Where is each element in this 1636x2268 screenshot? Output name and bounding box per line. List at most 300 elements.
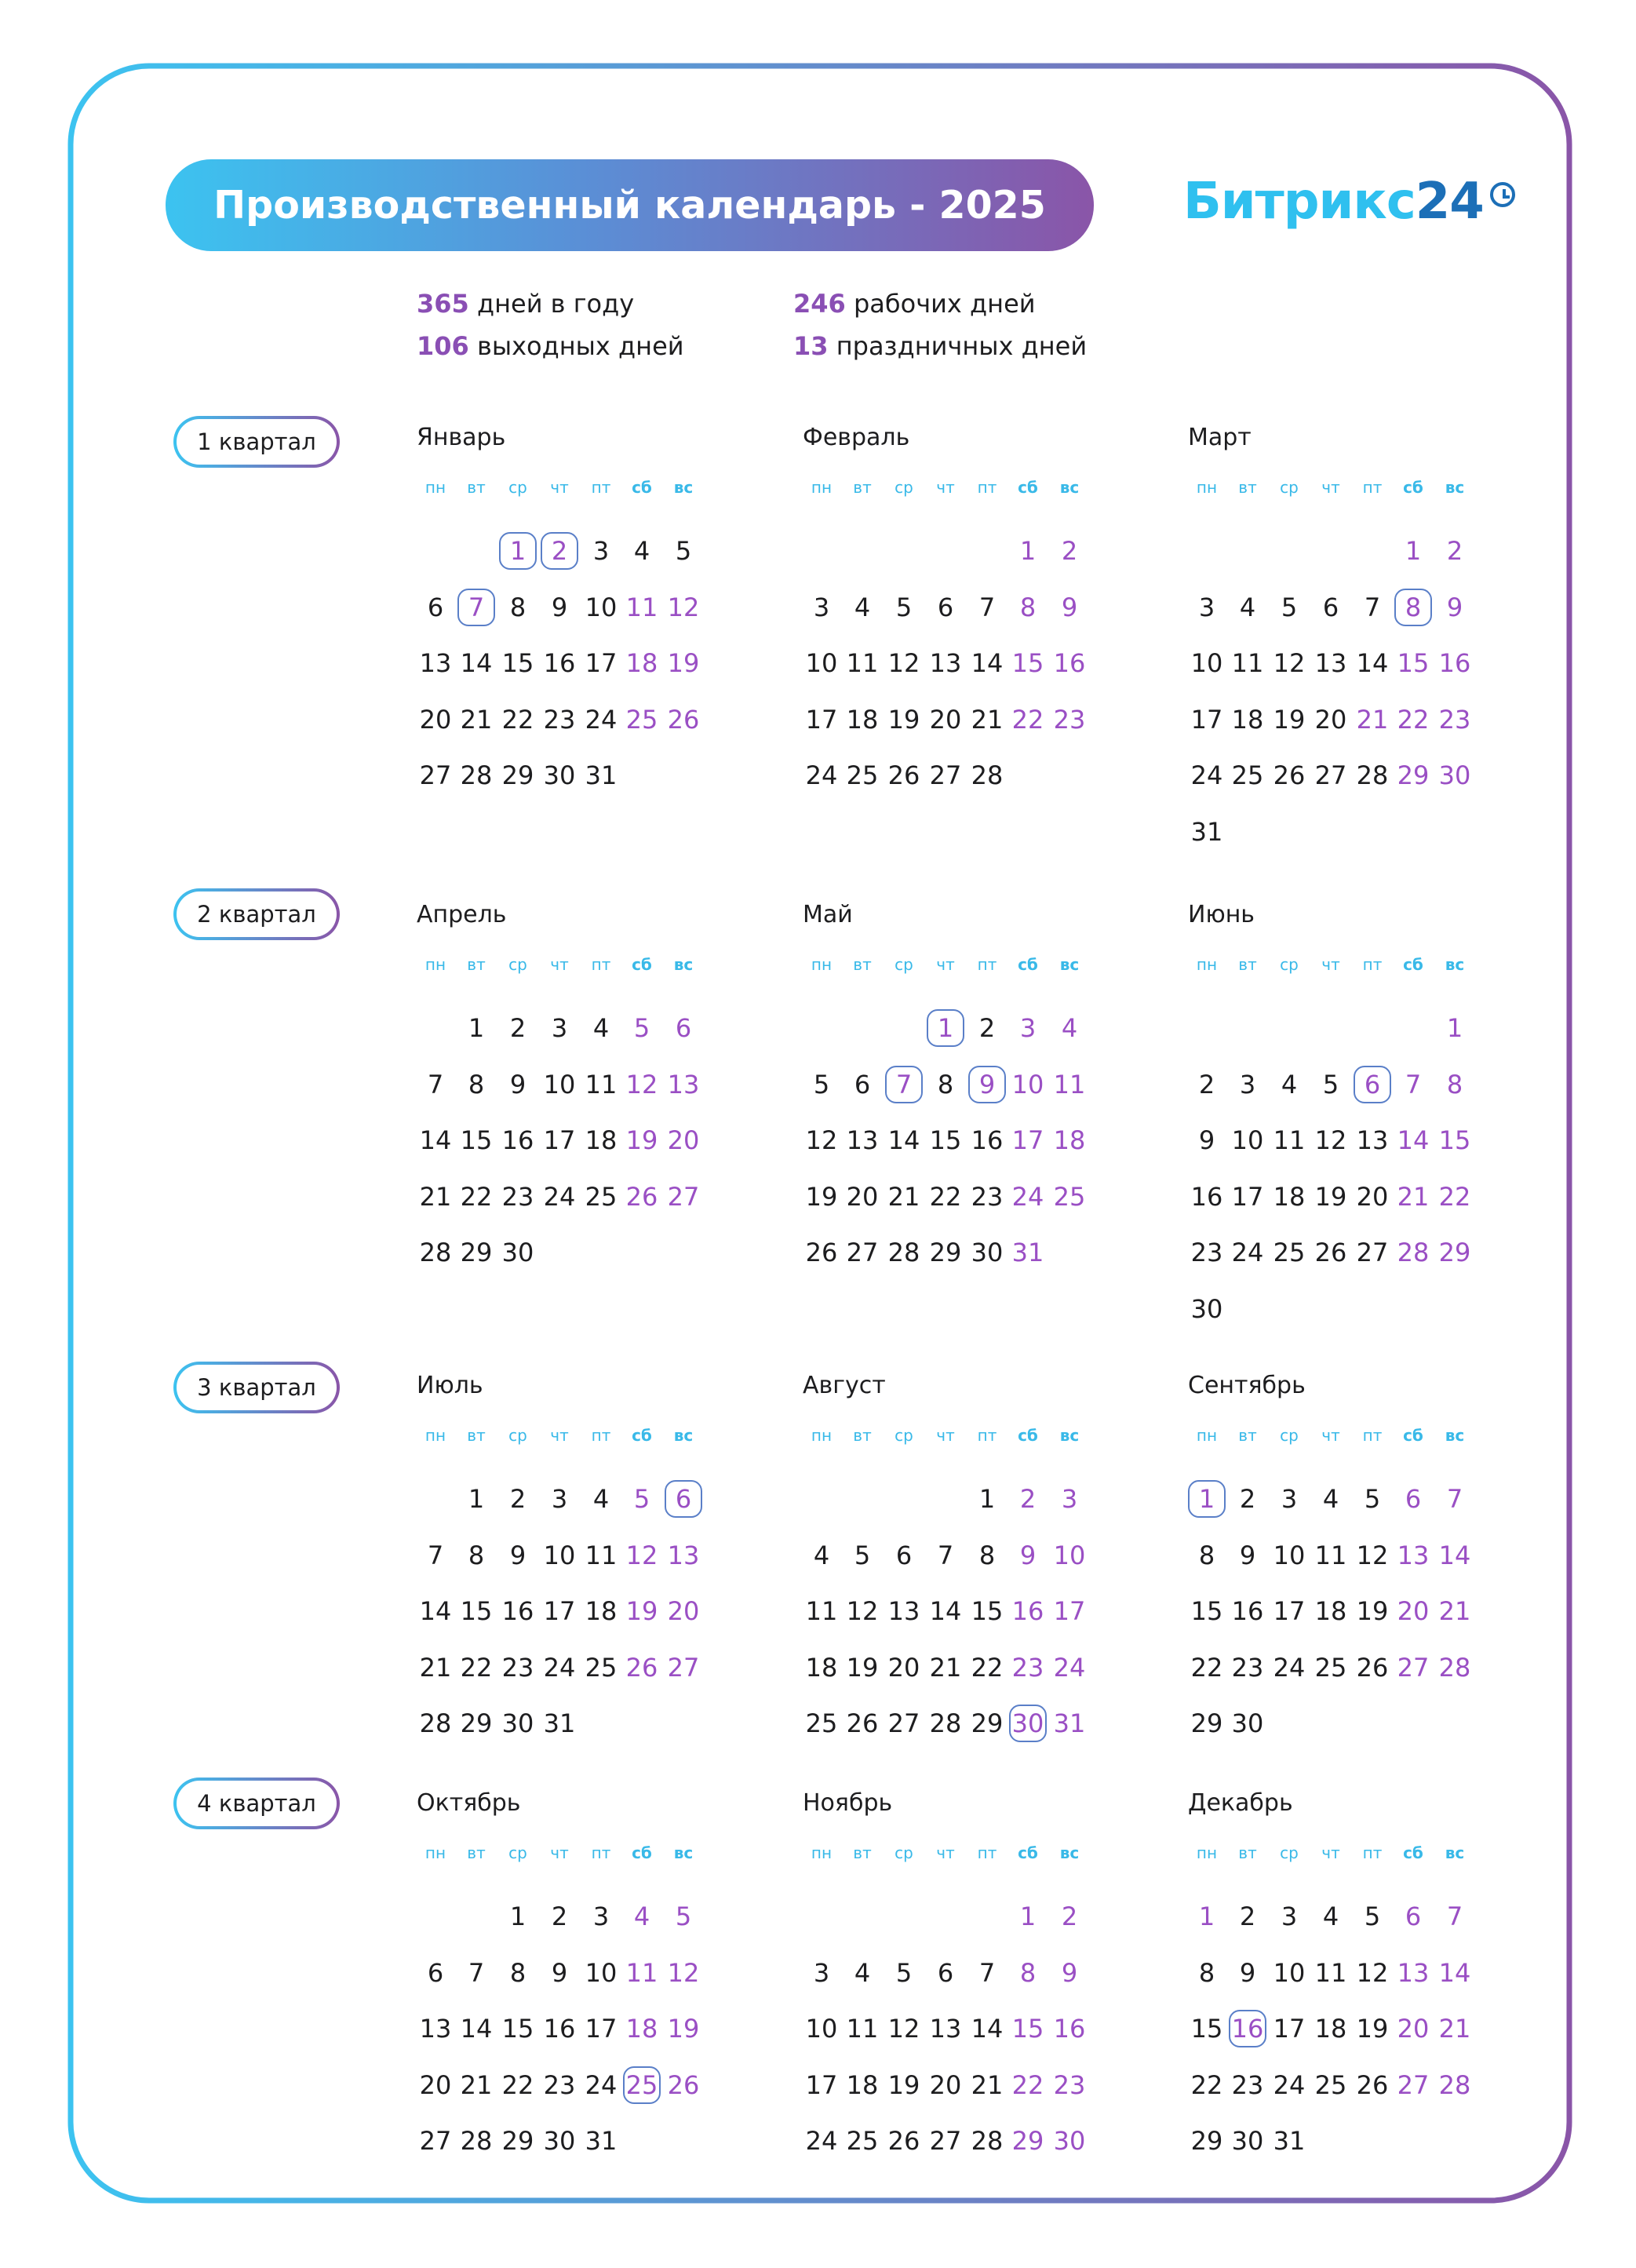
weekday-header: чт bbox=[1321, 955, 1340, 974]
calendar-day: 17 bbox=[805, 704, 838, 735]
calendar-day: 3 bbox=[813, 592, 830, 622]
calendar-day: 30 bbox=[501, 1238, 534, 1267]
calendar-day: 18 bbox=[1231, 704, 1264, 735]
month-name: Январь bbox=[417, 424, 506, 451]
weekday-header: чт bbox=[936, 478, 955, 497]
calendar-day: 29 bbox=[1397, 760, 1430, 790]
calendar-day: 22 bbox=[929, 1181, 962, 1212]
calendar-day: 9 bbox=[509, 1069, 527, 1099]
calendar-day: 11 bbox=[1053, 1069, 1086, 1099]
calendar-day: 24 bbox=[1053, 1652, 1086, 1683]
bitrix24-logo bbox=[1183, 174, 1515, 229]
weekday-header: ср bbox=[895, 1843, 913, 1862]
calendar-day: 9 bbox=[551, 1957, 568, 1988]
calendar-day: 9 bbox=[1239, 1540, 1256, 1570]
calendar-day: 18 bbox=[1273, 1181, 1306, 1212]
calendar-day: 5 bbox=[633, 1484, 650, 1514]
calendar-day: 14 bbox=[460, 648, 493, 678]
calendar-day: 25 bbox=[625, 2069, 658, 2100]
calendar-day: 26 bbox=[667, 704, 700, 735]
calendar-day: 4 bbox=[854, 1957, 871, 1988]
weekday-header: вт bbox=[853, 955, 872, 974]
month-name: Июль bbox=[417, 1372, 483, 1399]
calendar-day: 26 bbox=[625, 1652, 658, 1683]
calendar-day: 10 bbox=[543, 1540, 576, 1570]
calendar-day: 7 bbox=[1446, 1484, 1463, 1514]
calendar-day: 24 bbox=[1231, 1238, 1264, 1267]
calendar-day: 12 bbox=[1273, 648, 1306, 678]
calendar-day: 25 bbox=[846, 2126, 879, 2156]
calendar-day: 21 bbox=[1438, 1596, 1471, 1626]
calendar-day: 5 bbox=[895, 1957, 913, 1988]
calendar-day: 27 bbox=[1397, 1652, 1430, 1683]
calendar-day: 22 bbox=[1397, 704, 1430, 735]
calendar-day: 24 bbox=[1273, 1652, 1306, 1683]
weekday-header: вт bbox=[853, 1843, 872, 1862]
calendar-day: 14 bbox=[460, 2014, 493, 2044]
calendar-day: 28 bbox=[1397, 1238, 1430, 1267]
calendar-day: 5 bbox=[1364, 1902, 1381, 1931]
calendar-day: 30 bbox=[501, 1708, 534, 1738]
weekday-header: ср bbox=[508, 1843, 527, 1862]
calendar-day: 23 bbox=[543, 704, 576, 735]
calendar-day: 23 bbox=[543, 2069, 576, 2100]
calendar-day: 17 bbox=[1273, 2014, 1306, 2044]
calendar-day: 18 bbox=[625, 648, 658, 678]
calendar-day: 23 bbox=[1053, 704, 1086, 735]
calendar-day: 1 bbox=[1019, 536, 1037, 566]
calendar-day: 9 bbox=[1061, 1957, 1078, 1988]
calendar-day: 10 bbox=[1190, 648, 1223, 678]
stat-label: праздничных дней bbox=[836, 331, 1088, 361]
calendar-day: 2 bbox=[551, 536, 568, 566]
calendar-day: 29 bbox=[1438, 1238, 1471, 1267]
calendar-day: 20 bbox=[887, 1652, 920, 1683]
calendar-day: 9 bbox=[1198, 1125, 1215, 1155]
calendar-day: 20 bbox=[1314, 704, 1347, 735]
weekday-header: сб bbox=[632, 1426, 652, 1445]
weekday-header: чт bbox=[1321, 1843, 1340, 1862]
calendar-day: 18 bbox=[805, 1652, 838, 1683]
calendar-day: 3 bbox=[1061, 1484, 1078, 1514]
calendar-day: 28 bbox=[1438, 2069, 1471, 2100]
calendar-day: 27 bbox=[1314, 760, 1347, 790]
weekday-header: ср bbox=[895, 1426, 913, 1445]
calendar-day: 16 bbox=[1053, 2014, 1086, 2044]
weekday-header: пт bbox=[1362, 478, 1383, 497]
calendar-day: 23 bbox=[1053, 2069, 1086, 2100]
calendar-day: 15 bbox=[1011, 2014, 1044, 2044]
calendar-day: 5 bbox=[895, 592, 913, 622]
weekday-header: вт bbox=[467, 955, 486, 974]
calendar-day: 19 bbox=[625, 1125, 658, 1155]
weekday-header: пт bbox=[591, 955, 611, 974]
calendar-day: 8 bbox=[509, 1957, 527, 1988]
calendar-day: 30 bbox=[543, 760, 576, 790]
calendar-day: 31 bbox=[1053, 1708, 1086, 1738]
calendar-day: 16 bbox=[543, 2014, 576, 2044]
calendar-day: 25 bbox=[1231, 760, 1264, 790]
calendar-day: 8 bbox=[1446, 1069, 1463, 1099]
calendar-day: 27 bbox=[667, 1652, 700, 1683]
calendar-day: 3 bbox=[1198, 592, 1215, 622]
calendar-day: 7 bbox=[978, 592, 996, 622]
calendar-day: 6 bbox=[1405, 1484, 1422, 1514]
calendar-day: 11 bbox=[1273, 1125, 1306, 1155]
stat-working-days bbox=[793, 289, 1036, 319]
calendar-day: 22 bbox=[1190, 2069, 1223, 2100]
calendar-day: 12 bbox=[887, 2014, 920, 2044]
weekday-header: сб bbox=[1018, 955, 1038, 974]
calendar-day: 27 bbox=[929, 760, 962, 790]
month-name: Сентябрь bbox=[1188, 1372, 1306, 1399]
weekday-header: сб bbox=[1403, 1843, 1423, 1862]
calendar-day: 3 bbox=[1281, 1484, 1298, 1514]
calendar-day: 19 bbox=[887, 2069, 920, 2100]
weekday-header: пт bbox=[977, 1426, 997, 1445]
calendar-day: 2 bbox=[1239, 1902, 1256, 1931]
weekday-header: чт bbox=[936, 955, 955, 974]
weekday-header: сб bbox=[632, 1843, 652, 1862]
weekday-header: сб bbox=[632, 955, 652, 974]
calendar-day: 21 bbox=[1438, 2014, 1471, 2044]
month-name: Май bbox=[803, 901, 853, 928]
calendar-day: 25 bbox=[805, 1708, 838, 1738]
calendar-day: 4 bbox=[592, 1013, 610, 1043]
calendar-day: 17 bbox=[1011, 1125, 1044, 1155]
calendar-day: 27 bbox=[667, 1181, 700, 1212]
weekday-header: пн bbox=[1196, 1843, 1218, 1862]
quarter-label: 4 квартал bbox=[173, 1778, 340, 1829]
calendar-day: 24 bbox=[805, 760, 838, 790]
calendar-day: 17 bbox=[805, 2069, 838, 2100]
calendar-day: 29 bbox=[460, 1238, 493, 1267]
weekday-header: вт bbox=[1238, 955, 1257, 974]
stat-label: рабочих дней bbox=[853, 289, 1036, 319]
calendar-day: 15 bbox=[971, 1596, 1004, 1626]
calendar-day: 24 bbox=[1190, 760, 1223, 790]
calendar-day: 23 bbox=[971, 1181, 1004, 1212]
calendar-day: 21 bbox=[419, 1181, 452, 1212]
page-title: Производственный календарь - 2025 bbox=[166, 159, 1094, 251]
stat-label: выходных дней bbox=[476, 331, 684, 361]
calendar-day: 26 bbox=[1314, 1238, 1347, 1267]
calendar-day: 29 bbox=[1190, 1708, 1223, 1738]
weekday-header: ср bbox=[1280, 955, 1299, 974]
calendar-day: 12 bbox=[625, 1069, 658, 1099]
calendar-day: 1 bbox=[978, 1484, 996, 1514]
calendar-day: 20 bbox=[846, 1181, 879, 1212]
weekday-header: пн bbox=[811, 955, 833, 974]
calendar-day: 6 bbox=[937, 1957, 954, 1988]
weekday-header: вт bbox=[467, 1426, 486, 1445]
calendar-day: 23 bbox=[1231, 2069, 1264, 2100]
calendar-day: 26 bbox=[805, 1238, 838, 1267]
calendar-day: 10 bbox=[1273, 1540, 1306, 1570]
calendar-day: 12 bbox=[887, 648, 920, 678]
calendar-day: 13 bbox=[929, 648, 962, 678]
calendar-day: 17 bbox=[585, 2014, 618, 2044]
calendar-day: 24 bbox=[1273, 2069, 1306, 2100]
calendar-day: 25 bbox=[1273, 1238, 1306, 1267]
calendar-day: 21 bbox=[419, 1652, 452, 1683]
calendar-day: 4 bbox=[592, 1484, 610, 1514]
calendar-day: 28 bbox=[460, 2126, 493, 2156]
calendar-day: 21 bbox=[971, 704, 1004, 735]
calendar-day: 16 bbox=[1053, 648, 1086, 678]
calendar-day: 6 bbox=[854, 1069, 871, 1099]
calendar-day: 7 bbox=[937, 1540, 954, 1570]
stat-number: 365 bbox=[417, 289, 469, 319]
month-name: Апрель bbox=[417, 901, 507, 928]
calendar-day: 22 bbox=[1190, 1652, 1223, 1683]
weekday-header: вс bbox=[1445, 478, 1465, 497]
calendar-day: 19 bbox=[1314, 1181, 1347, 1212]
calendar-day: 3 bbox=[592, 536, 610, 566]
calendar-day: 20 bbox=[1356, 1181, 1389, 1212]
calendar-day: 12 bbox=[625, 1540, 658, 1570]
calendar-day: 27 bbox=[1397, 2069, 1430, 2100]
calendar-day: 29 bbox=[971, 1708, 1004, 1738]
calendar-day: 26 bbox=[1273, 760, 1306, 790]
calendar-day: 4 bbox=[1322, 1902, 1339, 1931]
calendar-day: 28 bbox=[971, 2126, 1004, 2156]
calendar-day: 5 bbox=[1322, 1069, 1339, 1099]
calendar-day: 11 bbox=[625, 1957, 658, 1988]
logo-number: 24 bbox=[1415, 173, 1484, 231]
weekday-header: вс bbox=[1059, 478, 1080, 497]
calendar-day: 21 bbox=[460, 704, 493, 735]
calendar-day: 19 bbox=[625, 1596, 658, 1626]
weekday-header: вт bbox=[853, 1426, 872, 1445]
calendar-day: 22 bbox=[1438, 1181, 1471, 1212]
calendar-day: 13 bbox=[1314, 648, 1347, 678]
calendar-day: 24 bbox=[585, 704, 618, 735]
calendar-day: 21 bbox=[971, 2069, 1004, 2100]
calendar-day: 9 bbox=[1019, 1540, 1037, 1570]
calendar-day: 22 bbox=[460, 1652, 493, 1683]
calendar-day: 20 bbox=[419, 2069, 452, 2100]
calendar-day: 19 bbox=[667, 2014, 700, 2044]
calendar-day: 5 bbox=[854, 1540, 871, 1570]
calendar-day: 10 bbox=[1053, 1540, 1086, 1570]
calendar-day: 16 bbox=[1190, 1181, 1223, 1212]
weekday-header: сб bbox=[1018, 1843, 1038, 1862]
weekday-header: чт bbox=[1321, 1426, 1340, 1445]
calendar-day: 23 bbox=[1011, 1652, 1044, 1683]
calendar-day: 7 bbox=[1405, 1069, 1422, 1099]
calendar-day: 3 bbox=[551, 1013, 568, 1043]
calendar-day: 6 bbox=[675, 1484, 692, 1514]
calendar-day: 13 bbox=[846, 1125, 879, 1155]
calendar-day: 3 bbox=[1281, 1902, 1298, 1931]
weekday-header: ср bbox=[895, 478, 913, 497]
calendar-day: 19 bbox=[846, 1652, 879, 1683]
calendar-day: 4 bbox=[854, 592, 871, 622]
calendar-day: 13 bbox=[929, 2014, 962, 2044]
calendar-day: 29 bbox=[1011, 2126, 1044, 2156]
calendar-day: 3 bbox=[1019, 1013, 1037, 1043]
calendar-day: 16 bbox=[1231, 2014, 1264, 2044]
calendar-day: 26 bbox=[887, 760, 920, 790]
calendar-day: 15 bbox=[1438, 1125, 1471, 1155]
calendar-day: 28 bbox=[1356, 760, 1389, 790]
calendar-day: 7 bbox=[978, 1957, 996, 1988]
calendar-day: 6 bbox=[1405, 1902, 1422, 1931]
weekday-header: чт bbox=[936, 1843, 955, 1862]
weekday-header: вт bbox=[1238, 1843, 1257, 1862]
calendar-day: 17 bbox=[1273, 1596, 1306, 1626]
weekday-header: ср bbox=[1280, 478, 1299, 497]
weekday-header: пн bbox=[424, 478, 446, 497]
month-name: Июнь bbox=[1188, 901, 1255, 928]
weekday-header: вс bbox=[1059, 1843, 1080, 1862]
calendar-day: 4 bbox=[1061, 1013, 1078, 1043]
calendar-day: 16 bbox=[1438, 648, 1471, 678]
calendar-day: 10 bbox=[585, 1957, 618, 1988]
calendar-day: 9 bbox=[978, 1069, 996, 1099]
calendar-day: 24 bbox=[543, 1181, 576, 1212]
calendar-day: 15 bbox=[460, 1125, 493, 1155]
calendar-day: 7 bbox=[895, 1069, 913, 1099]
weekday-header: вт bbox=[467, 1843, 486, 1862]
weekday-header: вт bbox=[1238, 478, 1257, 497]
weekday-header: вс bbox=[1445, 1843, 1465, 1862]
weekday-header: ср bbox=[508, 1426, 527, 1445]
calendar-day: 20 bbox=[667, 1596, 700, 1626]
calendar-day: 21 bbox=[887, 1181, 920, 1212]
calendar-day: 8 bbox=[1198, 1540, 1215, 1570]
calendar-day: 20 bbox=[929, 2069, 962, 2100]
calendar-day: 17 bbox=[1231, 1181, 1264, 1212]
weekday-header: пн bbox=[811, 1426, 833, 1445]
calendar-day: 21 bbox=[1397, 1181, 1430, 1212]
calendar-day: 1 bbox=[1019, 1902, 1037, 1931]
calendar-day: 11 bbox=[846, 648, 879, 678]
calendar-day: 22 bbox=[501, 2069, 534, 2100]
calendar-day: 5 bbox=[675, 1902, 692, 1931]
weekday-header: пт bbox=[977, 478, 997, 497]
calendar-day: 6 bbox=[675, 1013, 692, 1043]
calendar-day: 24 bbox=[543, 1652, 576, 1683]
weekday-header: сб bbox=[1403, 478, 1423, 497]
calendar-day: 7 bbox=[1364, 592, 1381, 622]
weekday-header: вт bbox=[467, 478, 486, 497]
calendar-day: 14 bbox=[1438, 1540, 1471, 1570]
calendar-day: 22 bbox=[460, 1181, 493, 1212]
calendar-day: 20 bbox=[1397, 2014, 1430, 2044]
calendar-day: 25 bbox=[585, 1652, 618, 1683]
calendar-day: 2 bbox=[1061, 1902, 1078, 1931]
calendar-day: 7 bbox=[468, 1957, 485, 1988]
weekday-header: вс bbox=[673, 955, 694, 974]
calendar-day: 30 bbox=[1011, 1708, 1044, 1738]
calendar-day: 12 bbox=[846, 1596, 879, 1626]
month-name: Октябрь bbox=[417, 1789, 521, 1817]
calendar-day: 30 bbox=[1190, 1293, 1223, 1324]
calendar-day: 3 bbox=[551, 1484, 568, 1514]
calendar-day: 25 bbox=[1314, 2069, 1347, 2100]
calendar-day: 29 bbox=[460, 1708, 493, 1738]
calendar-day: 31 bbox=[1273, 2126, 1306, 2156]
calendar-day: 30 bbox=[1231, 1708, 1264, 1738]
calendar-day: 17 bbox=[585, 648, 618, 678]
calendar-day: 15 bbox=[501, 2014, 534, 2044]
weekday-header: чт bbox=[550, 1426, 569, 1445]
calendar-day: 7 bbox=[1446, 1902, 1463, 1931]
calendar-day: 10 bbox=[1231, 1125, 1264, 1155]
calendar-day: 11 bbox=[1314, 1540, 1347, 1570]
weekday-header: вт bbox=[853, 478, 872, 497]
calendar-day: 2 bbox=[1446, 536, 1463, 566]
weekday-header: вс bbox=[1059, 955, 1080, 974]
calendar-day: 9 bbox=[509, 1540, 527, 1570]
weekday-header: ср bbox=[895, 955, 913, 974]
weekday-header: ср bbox=[1280, 1426, 1299, 1445]
calendar-day: 29 bbox=[501, 2126, 534, 2156]
calendar-day: 21 bbox=[929, 1652, 962, 1683]
weekday-header: пт bbox=[1362, 955, 1383, 974]
calendar-day: 5 bbox=[633, 1013, 650, 1043]
calendar-day: 10 bbox=[1273, 1957, 1306, 1988]
calendar-day: 22 bbox=[1011, 2069, 1044, 2100]
calendar-day: 25 bbox=[1053, 1181, 1086, 1212]
calendar-day: 10 bbox=[585, 592, 618, 622]
calendar-day: 21 bbox=[460, 2069, 493, 2100]
calendar-day: 16 bbox=[971, 1125, 1004, 1155]
calendar-day: 13 bbox=[1397, 1540, 1430, 1570]
calendar-day: 13 bbox=[419, 2014, 452, 2044]
weekday-header: пт bbox=[591, 1426, 611, 1445]
weekday-header: сб bbox=[1403, 1426, 1423, 1445]
calendar-day: 1 bbox=[1198, 1484, 1215, 1514]
calendar-day: 13 bbox=[667, 1069, 700, 1099]
calendar-day: 23 bbox=[1190, 1238, 1223, 1267]
calendar-day: 23 bbox=[501, 1652, 534, 1683]
weekday-header: сб bbox=[632, 478, 652, 497]
stat-weekend-days bbox=[417, 331, 684, 361]
calendar-day: 8 bbox=[468, 1069, 485, 1099]
weekday-header: пт bbox=[591, 478, 611, 497]
weekday-header: вс bbox=[1059, 1426, 1080, 1445]
calendar-day: 11 bbox=[1314, 1957, 1347, 1988]
calendar-day: 16 bbox=[1231, 1596, 1264, 1626]
weekday-header: вт bbox=[1238, 1426, 1257, 1445]
calendar-day: 24 bbox=[1011, 1181, 1044, 1212]
calendar-day: 1 bbox=[468, 1013, 485, 1043]
weekday-header: ср bbox=[1280, 1843, 1299, 1862]
calendar-day: 18 bbox=[1314, 1596, 1347, 1626]
calendar-day: 1 bbox=[937, 1013, 954, 1043]
calendar-day: 18 bbox=[1053, 1125, 1086, 1155]
logo-text: Битрикс bbox=[1183, 173, 1416, 231]
weekday-header: пт bbox=[1362, 1426, 1383, 1445]
calendar-day: 2 bbox=[509, 1013, 527, 1043]
weekday-header: пн bbox=[424, 1843, 446, 1862]
calendar-day: 3 bbox=[813, 1957, 830, 1988]
calendar-day: 8 bbox=[937, 1069, 954, 1099]
calendar-day: 15 bbox=[1190, 2014, 1223, 2044]
calendar-day: 2 bbox=[1019, 1484, 1037, 1514]
calendar-day: 25 bbox=[846, 760, 879, 790]
stat-number: 13 bbox=[793, 331, 829, 361]
calendar-day: 18 bbox=[585, 1596, 618, 1626]
calendar-day: 25 bbox=[625, 704, 658, 735]
calendar-day: 15 bbox=[501, 648, 534, 678]
calendar-day: 22 bbox=[501, 704, 534, 735]
calendar-day: 28 bbox=[887, 1238, 920, 1267]
weekday-header: вс bbox=[673, 478, 694, 497]
